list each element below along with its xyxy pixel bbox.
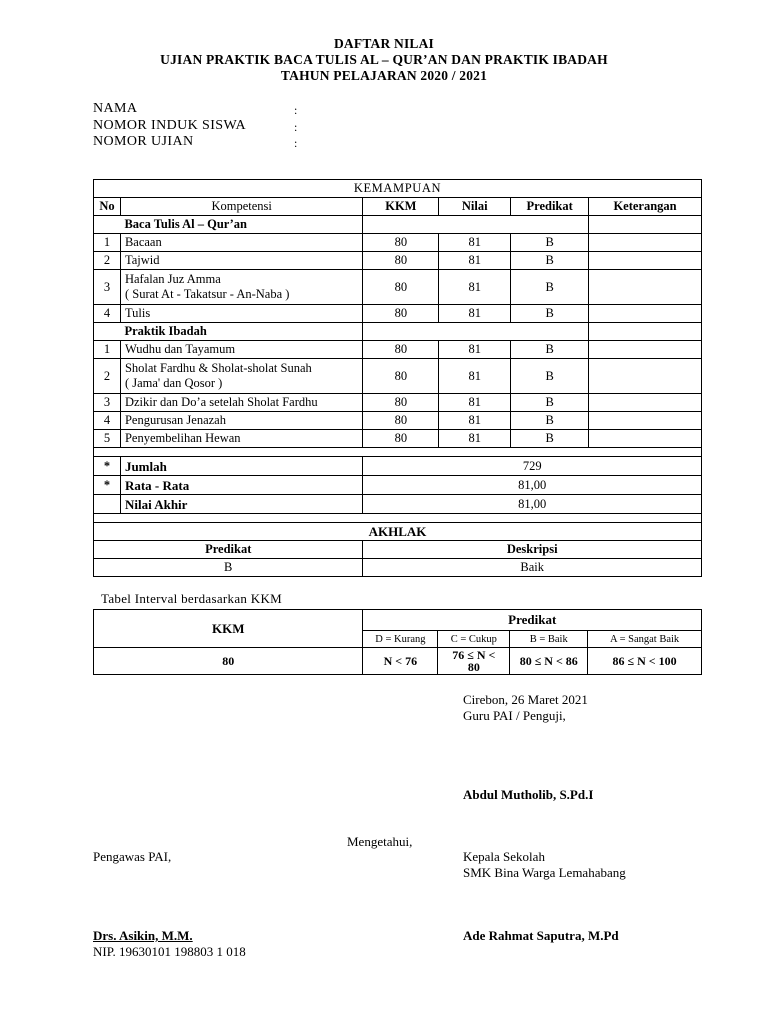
interval-kkm-header: KKM <box>94 610 363 648</box>
summary-label-rata: Rata - Rata <box>120 476 362 495</box>
range-c: 76 ≤ N < 80 <box>452 648 496 674</box>
row-nilai: 81 <box>439 252 511 270</box>
row-predikat: B <box>511 234 589 252</box>
col-no: No <box>94 198 121 216</box>
row-no: 5 <box>94 430 121 448</box>
row-nilai: 81 <box>439 359 511 394</box>
row-kkm: 80 <box>363 270 439 305</box>
level-c: C = Cukup <box>438 631 510 648</box>
row-keterangan <box>589 234 702 252</box>
row-no: 2 <box>94 359 121 394</box>
col-kompetensi: Kompetensi <box>120 198 362 216</box>
table-row <box>94 430 702 448</box>
principal-name: Ade Rahmat Saputra, M.Pd <box>463 928 619 943</box>
row-predikat: B <box>511 305 589 323</box>
table-row <box>94 412 702 430</box>
col-keterangan: Keterangan <box>589 198 702 216</box>
row-predikat: B <box>511 412 589 430</box>
row-nilai: 81 <box>439 305 511 323</box>
table-row <box>94 305 702 323</box>
summary-value-jumlah: 729 <box>363 457 702 476</box>
exam-number-label: NOMOR UJIAN <box>93 134 194 149</box>
principal-role: Kepala Sekolah <box>463 849 545 864</box>
row-no: 3 <box>94 394 121 412</box>
row-no: 3 <box>94 270 121 305</box>
row-kkm: 80 <box>363 234 439 252</box>
group-title-baca-tulis: Baca Tulis Al – Qur’an <box>120 216 362 234</box>
row-keterangan <box>589 252 702 270</box>
row-keterangan <box>589 394 702 412</box>
interval-kkm-value: 80 <box>94 648 363 675</box>
row-predikat: B <box>511 430 589 448</box>
range-a: 86 ≤ N < 100 <box>588 648 702 675</box>
title-line-3: TAHUN PELAJARAN 2020 / 2021 <box>280 68 488 83</box>
row-predikat: B <box>511 270 589 305</box>
range-b: 80 ≤ N < 86 <box>510 648 588 675</box>
interval-caption: Tabel Interval berdasarkan KKM <box>101 591 282 606</box>
row-keterangan <box>589 270 702 305</box>
row-competency: Bacaan <box>120 234 362 252</box>
interval-table <box>93 609 702 675</box>
range-d: N < 76 <box>363 648 438 675</box>
row-no: 1 <box>94 341 121 359</box>
row-keterangan <box>589 341 702 359</box>
supervisor-name: Drs. Asikin, M.M. <box>93 928 193 943</box>
acknowledged-label: Mengetahui, <box>347 834 413 849</box>
row-nilai: 81 <box>439 270 511 305</box>
supervisor-role: Pengawas PAI, <box>93 849 172 864</box>
row-keterangan <box>589 412 702 430</box>
teacher-name: Abdul Mutholib, S.Pd.I <box>463 787 594 802</box>
table-row <box>94 234 702 252</box>
row-competency: Tulis <box>120 305 362 323</box>
akhlak-col-deskripsi: Deskripsi <box>363 541 702 559</box>
title-line-2: UJIAN PRAKTIK BACA TULIS AL – QUR’AN DAN PRAKTIK IBADAH <box>160 52 608 67</box>
row-competency-line2: ( Surat At - Takatsur - An-Naba ) <box>124 287 290 301</box>
table-row <box>94 270 702 305</box>
summary-label-nilai-akhir: Nilai Akhir <box>120 495 362 514</box>
table-row <box>94 252 702 270</box>
akhlak-deskripsi-value: Baik <box>363 559 702 577</box>
row-keterangan <box>589 305 702 323</box>
nis-colon: : <box>294 120 298 134</box>
teacher-role: Guru PAI / Penguji, <box>463 708 566 723</box>
summary-value-rata: 81,00 <box>363 476 702 495</box>
row-kkm: 80 <box>363 252 439 270</box>
table-row <box>94 394 702 412</box>
akhlak-col-predikat: Predikat <box>94 541 363 559</box>
summary-mark: * <box>94 476 121 495</box>
summary-mark <box>94 495 121 514</box>
nis-label: NOMOR INDUK SISWA <box>93 118 247 133</box>
summary-mark: * <box>94 457 121 476</box>
exam-number-colon: : <box>294 136 298 150</box>
row-competency: Dzikir dan Do’a setelah Sholat Fardhu <box>120 394 362 412</box>
row-no: 2 <box>94 252 121 270</box>
row-kkm: 80 <box>363 359 439 394</box>
row-nilai: 81 <box>439 341 511 359</box>
row-competency: Tajwid <box>120 252 362 270</box>
row-no: 1 <box>94 234 121 252</box>
table-row <box>94 341 702 359</box>
row-no: 4 <box>94 412 121 430</box>
row-competency-line1: Hafalan Juz Amma <box>124 272 221 286</box>
grades-table <box>93 179 702 577</box>
row-predikat: B <box>511 394 589 412</box>
name-colon: : <box>294 103 298 117</box>
row-nilai: 81 <box>439 394 511 412</box>
level-a: A = Sangat Baik <box>588 631 702 648</box>
col-predikat: Predikat <box>511 198 589 216</box>
row-competency-line1: Sholat Fardhu & Sholat-sholat Sunah <box>124 361 312 375</box>
row-predikat: B <box>511 252 589 270</box>
level-d: D = Kurang <box>363 631 438 648</box>
row-nilai: 81 <box>439 412 511 430</box>
col-kkm: KKM <box>363 198 439 216</box>
level-b: B = Baik <box>510 631 588 648</box>
row-nilai: 81 <box>439 234 511 252</box>
group-title-praktik-ibadah: Praktik Ibadah <box>120 323 362 341</box>
row-competency-line2: ( Jama' dan Qosor ) <box>124 376 223 390</box>
name-label: NAMA <box>93 101 138 116</box>
row-keterangan <box>589 359 702 394</box>
row-kkm: 80 <box>363 394 439 412</box>
row-competency <box>120 359 362 394</box>
school-name: SMK Bina Warga Lemahabang <box>463 865 626 880</box>
row-kkm: 80 <box>363 412 439 430</box>
row-kkm: 80 <box>363 341 439 359</box>
place-date: Cirebon, 26 Maret 2021 <box>463 692 588 707</box>
interval-predikat-header: Predikat <box>363 610 702 631</box>
row-keterangan <box>589 430 702 448</box>
row-competency: Wudhu dan Tayamum <box>120 341 362 359</box>
akhlak-header: AKHLAK <box>94 523 702 541</box>
row-predikat: B <box>511 341 589 359</box>
kemampuan-header: KEMAMPUAN <box>94 180 702 198</box>
table-row <box>94 359 702 394</box>
supervisor-nip: NIP. 19630101 198803 1 018 <box>93 944 246 959</box>
title-line-1: DAFTAR NILAI <box>333 36 435 51</box>
row-competency: Pengurusan Jenazah <box>120 412 362 430</box>
row-competency <box>120 270 362 305</box>
row-no: 4 <box>94 305 121 323</box>
row-competency: Penyembelihan Hewan <box>120 430 362 448</box>
col-nilai: Nilai <box>439 198 511 216</box>
akhlak-predikat-value: B <box>94 559 363 577</box>
row-predikat: B <box>511 359 589 394</box>
summary-label-jumlah: Jumlah <box>120 457 362 476</box>
row-nilai: 81 <box>439 430 511 448</box>
row-kkm: 80 <box>363 430 439 448</box>
summary-value-nilai-akhir: 81,00 <box>363 495 702 514</box>
row-kkm: 80 <box>363 305 439 323</box>
